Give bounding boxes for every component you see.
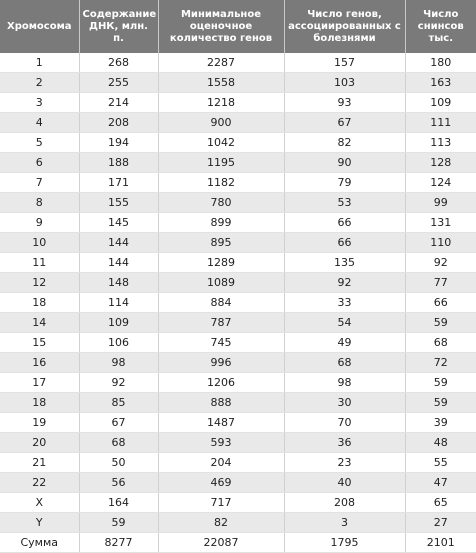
cell-disease-genes: 33 [284,293,405,313]
cell-snps-thousands: 99 [405,193,476,213]
table-row [0,353,476,373]
cell-chromosome: 9 [0,213,79,233]
cell-snps-thousands: 111 [405,113,476,133]
cell-dna-content: 144 [79,233,158,253]
cell-disease-genes: 157 [284,53,405,73]
cell-disease-genes: 30 [284,393,405,413]
header-disease-genes: Число генов, ассоциированных с болезнями [284,0,405,53]
header-chromosome: Хромосома [0,0,79,53]
table-row [0,133,476,153]
cell-min-gene-count: 204 [158,453,284,473]
cell-dna-content: 59 [79,513,158,533]
cell-snps-thousands: 27 [405,513,476,533]
table-header [0,0,476,53]
table-row [0,333,476,353]
cell-min-gene-count: 1558 [158,73,284,93]
cell-dna-content: 171 [79,173,158,193]
cell-dna-content: 8277 [79,533,158,553]
cell-disease-genes: 40 [284,473,405,493]
table-row [0,73,476,93]
table-body [0,53,476,553]
cell-dna-content: 188 [79,153,158,173]
cell-disease-genes: 208 [284,493,405,513]
cell-chromosome: 20 [0,433,79,453]
cell-min-gene-count: 900 [158,113,284,133]
cell-dna-content: 56 [79,473,158,493]
cell-snps-thousands: 66 [405,293,476,313]
cell-min-gene-count: 1042 [158,133,284,153]
cell-disease-genes: 135 [284,253,405,273]
cell-chromosome: 16 [0,353,79,373]
cell-dna-content: 92 [79,373,158,393]
cell-disease-genes: 90 [284,153,405,173]
cell-disease-genes: 53 [284,193,405,213]
header-row [0,0,476,53]
cell-snps-thousands: 180 [405,53,476,73]
cell-disease-genes: 79 [284,173,405,193]
cell-dna-content: 67 [79,413,158,433]
cell-dna-content: 106 [79,333,158,353]
table-row [0,473,476,493]
cell-min-gene-count: 1182 [158,173,284,193]
table-row [0,313,476,333]
cell-min-gene-count: 1206 [158,373,284,393]
cell-min-gene-count: 888 [158,393,284,413]
table-row [0,53,476,73]
cell-dna-content: 109 [79,313,158,333]
cell-chromosome: 8 [0,193,79,213]
table-row [0,253,476,273]
cell-snps-thousands: 39 [405,413,476,433]
cell-snps-thousands: 128 [405,153,476,173]
cell-min-gene-count: 899 [158,213,284,233]
cell-chromosome: 11 [0,253,79,273]
cell-snps-thousands: 124 [405,173,476,193]
cell-snps-thousands: 109 [405,93,476,113]
cell-min-gene-count: 593 [158,433,284,453]
cell-chromosome: 19 [0,413,79,433]
cell-min-gene-count: 1487 [158,413,284,433]
cell-min-gene-count: 787 [158,313,284,333]
cell-dna-content: 208 [79,113,158,133]
cell-disease-genes: 98 [284,373,405,393]
cell-chromosome: 17 [0,373,79,393]
cell-snps-thousands: 110 [405,233,476,253]
table-row [0,233,476,253]
table-row [0,453,476,473]
cell-disease-genes: 70 [284,413,405,433]
header-snps-thousands: Число снинсов тыс. [405,0,476,53]
cell-disease-genes: 66 [284,213,405,233]
cell-snps-thousands: 59 [405,313,476,333]
cell-disease-genes: 93 [284,93,405,113]
table-row [0,213,476,233]
cell-dna-content: 155 [79,193,158,213]
cell-min-gene-count: 1289 [158,253,284,273]
cell-dna-content: 68 [79,433,158,453]
cell-chromosome: 2 [0,73,79,93]
cell-chromosome: 5 [0,133,79,153]
cell-disease-genes: 66 [284,233,405,253]
cell-dna-content: 268 [79,53,158,73]
cell-chromosome: 3 [0,93,79,113]
cell-snps-thousands: 59 [405,393,476,413]
cell-chromosome: 10 [0,233,79,253]
cell-chromosome: 4 [0,113,79,133]
cell-min-gene-count: 469 [158,473,284,493]
table-row [0,393,476,413]
header-min-gene-count: Минимальное оценочное количество генов [158,0,284,53]
cell-disease-genes: 82 [284,133,405,153]
cell-min-gene-count: 895 [158,233,284,253]
cell-min-gene-count: 2287 [158,53,284,73]
cell-snps-thousands: 2101 [405,533,476,553]
table-row [0,173,476,193]
cell-chromosome: 21 [0,453,79,473]
cell-min-gene-count: 745 [158,333,284,353]
cell-dna-content: 144 [79,253,158,273]
cell-chromosome: 6 [0,153,79,173]
table-row [0,273,476,293]
table-row [0,513,476,533]
cell-snps-thousands: 92 [405,253,476,273]
header-dna-content: Содержание ДНК, млн. п. [79,0,158,53]
cell-snps-thousands: 163 [405,73,476,93]
cell-snps-thousands: 55 [405,453,476,473]
cell-dna-content: 164 [79,493,158,513]
table-row [0,293,476,313]
cell-disease-genes: 54 [284,313,405,333]
table-row [0,413,476,433]
cell-disease-genes: 1795 [284,533,405,553]
table-row [0,493,476,513]
cell-chromosome: X [0,493,79,513]
cell-snps-thousands: 59 [405,373,476,393]
cell-chromosome: 18 [0,293,79,313]
cell-snps-thousands: 48 [405,433,476,453]
table-row [0,193,476,213]
cell-min-gene-count: 82 [158,513,284,533]
cell-disease-genes: 92 [284,273,405,293]
cell-disease-genes: 67 [284,113,405,133]
cell-disease-genes: 49 [284,333,405,353]
cell-min-gene-count: 22087 [158,533,284,553]
cell-chromosome: 7 [0,173,79,193]
sum-row [0,533,476,553]
cell-snps-thousands: 131 [405,213,476,233]
cell-chromosome: 1 [0,53,79,73]
cell-dna-content: 214 [79,93,158,113]
cell-min-gene-count: 884 [158,293,284,313]
cell-disease-genes: 103 [284,73,405,93]
cell-disease-genes: 3 [284,513,405,533]
cell-snps-thousands: 72 [405,353,476,373]
cell-min-gene-count: 780 [158,193,284,213]
cell-disease-genes: 36 [284,433,405,453]
cell-chromosome: 12 [0,273,79,293]
cell-min-gene-count: 1218 [158,93,284,113]
cell-disease-genes: 68 [284,353,405,373]
table-row [0,373,476,393]
cell-chromosome: Сумма [0,533,79,553]
cell-disease-genes: 23 [284,453,405,473]
cell-min-gene-count: 1089 [158,273,284,293]
cell-dna-content: 145 [79,213,158,233]
cell-snps-thousands: 77 [405,273,476,293]
cell-chromosome: Y [0,513,79,533]
cell-min-gene-count: 1195 [158,153,284,173]
cell-dna-content: 194 [79,133,158,153]
cell-dna-content: 114 [79,293,158,313]
table-row [0,153,476,173]
cell-dna-content: 85 [79,393,158,413]
cell-snps-thousands: 47 [405,473,476,493]
cell-snps-thousands: 113 [405,133,476,153]
cell-dna-content: 98 [79,353,158,373]
table-row [0,93,476,113]
cell-dna-content: 255 [79,73,158,93]
cell-chromosome: 22 [0,473,79,493]
cell-chromosome: 18 [0,393,79,413]
table-row [0,113,476,133]
cell-min-gene-count: 996 [158,353,284,373]
table-row [0,433,476,453]
cell-chromosome: 14 [0,313,79,333]
cell-dna-content: 50 [79,453,158,473]
cell-chromosome: 15 [0,333,79,353]
cell-dna-content: 148 [79,273,158,293]
cell-min-gene-count: 717 [158,493,284,513]
cell-snps-thousands: 65 [405,493,476,513]
cell-snps-thousands: 68 [405,333,476,353]
